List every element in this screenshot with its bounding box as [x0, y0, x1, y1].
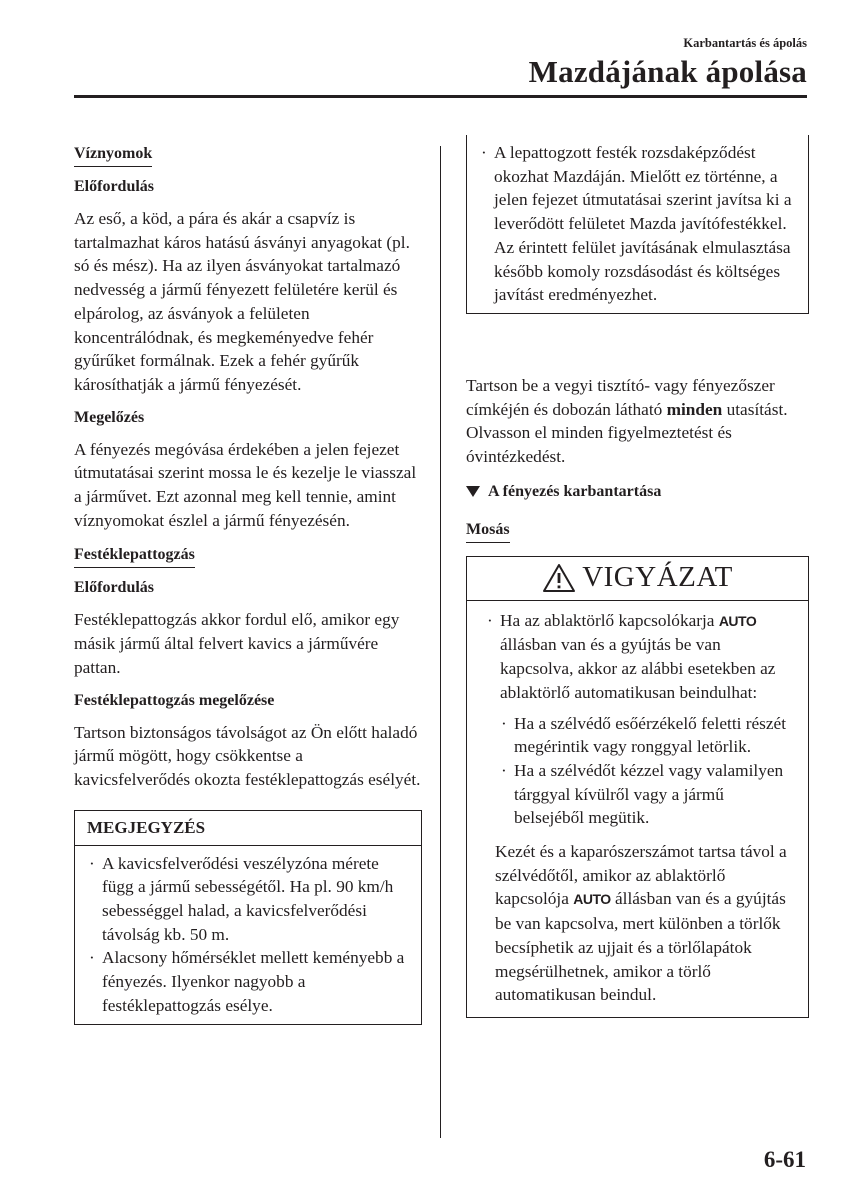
- note-list: [75, 846, 421, 1024]
- page-title: Mazdájának ápolása: [528, 54, 807, 89]
- emphasis-text: minden: [666, 399, 723, 419]
- note-item: · Alacsony hőmérséklet mellett keményebb a fényezés. Ilyenkor nagyobb a festéklepattogzás esélye.: [89, 948, 405, 1015]
- column-divider: [440, 146, 441, 1138]
- bullet-icon: ·: [501, 760, 507, 780]
- bullet-icon: ·: [487, 610, 493, 630]
- water-spots-prevention-text: A fényezés megóvása érdekében a jelen fejezet útmutatásai szerint mossa le és kezelje le viasszal a járművet. Ezt azonnal meg kell tennie, amint víznyomokat észlel a jármű fényezésén.: [74, 439, 417, 530]
- paint-chipping-prevention-text: Tartson biztonságos távolságot az Ön előtt haladó jármű mögött, hogy csökkentse a kavicsfelverődés okozta festéklepattogzás esélyét.: [74, 722, 421, 789]
- water-spots-occurrence-text: Az eső, a köd, a pára és akár a csapvíz is tartalmazhat káros hatású ásványi anyagokat (pl. só és mész). Ha az ilyen ásványokat tartalmazó nedvesség a jármű fényezett felületére kerül és elpárolog, az ásványok a felületen koncentrálódnak, és megkeményedve fehér gyűrűket formálnak. Ezek a fehér gyűrűk károsíthatják a jármű fényezését.: [74, 209, 410, 394]
- caution-paragraph: Kezét és a kaparószerszámot tartsa távol a szélvédőtől, amikor az ablaktörlő kapcsolója AUTO állásban van és a gyújtás be van kapcsolva, mert különben a törlők becsíphetik az ujjait és a törlőlapátok megsérülhetnek, amikor a törlő automatikusan beindul.: [495, 842, 787, 1005]
- right-column: [466, 141, 809, 1018]
- water-spots-heading: Víznyomok: [74, 143, 152, 167]
- paint-maintenance-heading: A fényezés karbantartása: [466, 481, 809, 503]
- note-box: [74, 810, 422, 1025]
- header-rule: [74, 95, 807, 98]
- note-continuation-box: [466, 135, 809, 314]
- bullet-icon: ·: [501, 713, 507, 733]
- warning-triangle-icon: [542, 563, 576, 593]
- paint-chipping-occurrence-heading: Előfordulás: [74, 579, 155, 597]
- paint-chipping-prevention-heading: Festéklepattogzás megelőzése: [74, 691, 275, 709]
- caution-sublist: [495, 712, 798, 831]
- caution-header: [467, 557, 808, 601]
- paint-chipping-occurrence-text: Festéklepattogzás akkor fordul elő, amikor egy másik jármű által felvert kavics a járművére pattan.: [74, 610, 400, 677]
- bullet-icon: ·: [89, 853, 95, 873]
- caution-title: VIGYÁZAT: [582, 561, 733, 594]
- page-number: 6-61: [763, 1147, 806, 1172]
- water-spots-prevention-heading: Megelőzés: [74, 408, 145, 426]
- caution-box: [466, 556, 809, 1018]
- instructions-paragraph: Tartson be a vegyi tisztító- vagy fényezőszer címkéjén és dobozán látható minden utasítást. Olvasson el minden figyelmeztetést és óvintézkedést.: [466, 375, 788, 467]
- paint-chipping-heading: Festéklepattogzás: [74, 544, 195, 568]
- auto-label: AUTO: [718, 612, 757, 629]
- note-item: · A lepattogzott festék rozsdaképződést okozhat Mazdáján. Mielőtt ez történne, a jelen fejezet útmutatásai szerint javítsa ki a leverődött felületet Mazda javítófestékkel. Az érintett felület javításának elmulasztása később komoly rozsdásodást és költséges javítást eredményezhet.: [481, 143, 792, 305]
- caution-subitem: · Ha a szélvédőt kézzel vagy valamilyen tárggyal kívülről vagy a jármű belsejéből megütik.: [501, 760, 784, 828]
- caution-list: [481, 609, 798, 705]
- caution-body: [467, 601, 808, 1017]
- caution-subitem: · Ha a szélvédő esőérzékelő feletti részét megérintik vagy ronggyal letörlik.: [501, 713, 787, 757]
- auto-label: AUTO: [573, 891, 611, 908]
- caution-item: · Ha az ablaktörlő kapcsolókarja AUTO állásban van és a gyújtás be van kapcsolva, akkor az alábbi esetekben az ablaktörlő automatikusan beindulhat:: [487, 610, 776, 702]
- section-label: Karbantartás és ápolás: [683, 36, 807, 50]
- water-spots-occurrence-heading: Előfordulás: [74, 178, 155, 195]
- note-title: MEGJEGYZÉS: [75, 811, 421, 846]
- bullet-icon: ·: [481, 143, 487, 162]
- washing-heading: Mosás: [466, 519, 510, 543]
- note-item: · A kavicsfelverődési veszélyzóna mérete függ a jármű sebességétől. Ha pl. 90 km/h sebességgel halad, a kavicsfelverődési távolság kb. 50 m.: [89, 853, 394, 944]
- triangle-down-icon: [466, 486, 480, 497]
- bullet-icon: ·: [89, 948, 95, 968]
- left-column: [74, 141, 422, 1025]
